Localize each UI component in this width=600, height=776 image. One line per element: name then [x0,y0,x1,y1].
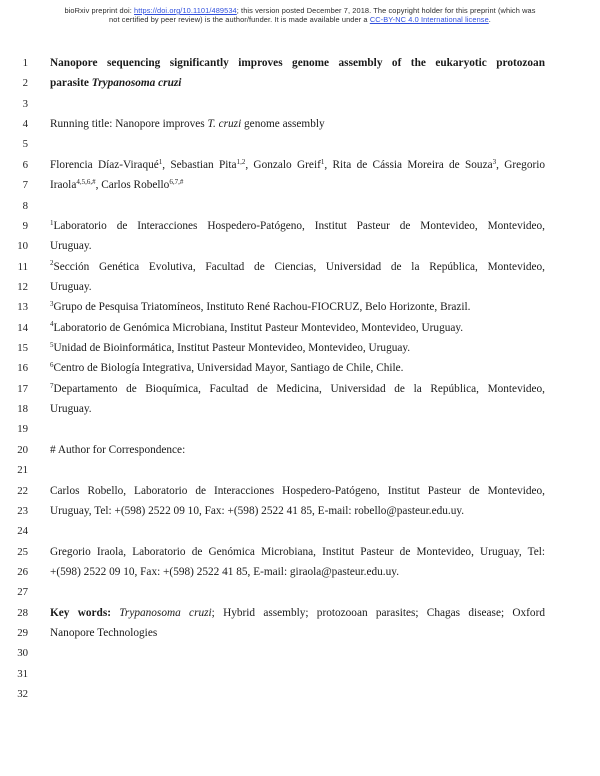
manuscript-line [0,53,600,73]
superscript-run: 1,2 [236,157,246,166]
superscript-run: 1 [320,157,325,166]
line-text [50,460,545,480]
line-number: 32 [17,688,28,701]
line-text [50,379,545,399]
manuscript-line [0,175,600,195]
manuscript-line [0,684,600,704]
superscript-run: 5 [50,340,54,349]
line-text [50,53,545,73]
line-text [50,521,545,541]
line-text [50,73,545,93]
superscript-run: 3 [492,157,497,166]
manuscript-line [0,582,600,602]
manuscript-line [0,562,600,582]
line-number: 7 [22,179,28,192]
line-text [50,94,545,114]
manuscript-line [0,440,600,460]
text-run: parasite [50,77,92,90]
line-number: 15 [17,342,28,355]
line-number: 4 [22,118,28,131]
line-number: 3 [22,97,28,110]
stamp-text-post: ; this version posted December 7, 2018. The copyright holder for this preprint (which was [236,6,536,15]
stamp-line-1 [0,6,600,15]
license-link[interactable]: CC-BY-NC 4.0 International license [369,15,489,24]
text-run: , Carlos Robello [95,179,170,192]
manuscript-line [0,358,600,378]
line-number: 12 [17,280,28,293]
line-text [50,175,545,195]
manuscript-line [0,399,600,419]
line-number: 6 [22,158,28,171]
text-run: Centro de Biología Integrativa, Universidad Mayor, Santiago de Chile, Chile. [53,362,404,375]
line-number: 1 [22,57,28,69]
line-number: 19 [17,423,28,436]
text-run: Nanopore Technologies [50,627,158,640]
line-text [50,358,545,378]
line-text [50,684,545,704]
line-text [50,318,545,338]
line-number: 2 [22,77,28,90]
superscript-run: 1 [50,218,54,227]
text-run: # Author for Correspondence: [50,443,186,456]
line-number: 14 [17,321,28,334]
text-run: Key words: [50,606,120,619]
line-number: 20 [17,443,28,456]
manuscript-line [0,460,600,480]
line-number: 28 [17,606,28,619]
manuscript-line [0,643,600,663]
superscript-run: 7 [50,381,54,390]
text-run: genome assembly [241,118,325,131]
line-number: 9 [22,219,28,232]
text-run: Unidad de Bioinformática, Institut Pasteur Montevideo, Montevideo, Uruguay. [53,342,411,355]
manuscript-line [0,257,600,277]
line-number: 24 [17,525,28,538]
line-text [50,562,545,582]
text-run: , Gregorio [496,158,546,171]
line-number: 17 [17,382,28,395]
superscript-run: 6 [50,361,54,370]
stamp-line-2 [0,15,600,24]
manuscript-line [0,419,600,439]
manuscript-line [0,338,600,358]
text-run: T. cruzi [207,118,242,131]
line-text [50,623,545,643]
line-text [50,155,545,175]
line-text [50,664,545,684]
manuscript-line [0,94,600,114]
manuscript-line [0,623,600,643]
superscript-run: 2 [50,259,54,268]
text-run: Iraola [50,179,77,192]
stamp-text-pre: bioRxiv preprint doi: [64,6,135,15]
manuscript-line [0,379,600,399]
line-text [50,257,545,277]
line-number: 22 [17,484,28,497]
superscript-run: 6,7,# [169,177,184,186]
line-number: 5 [22,138,28,151]
manuscript-line [0,236,600,256]
line-text [50,440,545,460]
text-run: , Rita de Cássia Moreira de Souza [324,158,493,171]
text-run: Trypanosoma cruzi [91,77,182,90]
line-text [50,481,545,501]
manuscript-line [0,73,600,93]
text-run: Uruguay. [50,403,92,416]
superscript-run: 3 [50,300,54,309]
line-text [50,338,545,358]
doi-link[interactable]: https://doi.org/10.1101/489534 [134,6,237,15]
line-number: 31 [17,667,28,680]
line-text [50,297,545,317]
stamp-text-pre2: not certified by peer review) is the author/funder. It is made available under a [109,15,370,24]
line-text [50,236,545,256]
line-text [50,501,545,521]
line-number: 8 [22,199,28,212]
text-run: Gregorio Iraola, Laboratorio de Genómica Microbiana, Institut Pasteur de Montevideo, Uruguay, Tel: [50,545,545,558]
text-run: , Gonzalo Greif [245,158,321,171]
text-run: Running title: Nanopore improves [50,118,208,131]
line-number: 29 [17,627,28,640]
line-text [50,419,545,439]
manuscript-line [0,155,600,175]
biorxiv-stamp [0,6,600,24]
line-number: 13 [17,301,28,314]
text-run: Grupo de Pesquisa Triatomíneos, Instituto René Rachou-FIOCRUZ, Belo Horizonte, Brazil. [53,301,471,314]
line-text [50,196,545,216]
manuscript-line [0,134,600,154]
stamp-text-post2: . [488,15,491,24]
manuscript-line [0,542,600,562]
line-number: 21 [17,464,28,477]
manuscript-line [0,114,600,134]
text-run: ; Hybrid assembly; protozooan parasites; Chagas disease; Oxford [211,606,545,619]
line-text [50,643,545,663]
manuscript-line [0,501,600,521]
line-number: 10 [17,240,28,253]
line-text [50,582,545,602]
line-number: 18 [17,403,28,416]
manuscript-line [0,664,600,684]
text-run: Trypanosoma cruzi [119,606,212,619]
line-text [50,399,545,419]
text-run: Uruguay. [50,280,92,293]
line-text [50,216,545,236]
text-run: Carlos Robello, Laboratorio de Interacciones Hospedero-Patógeno, Institut Pasteur de Montevideo, [50,484,545,497]
superscript-run: 4 [50,320,54,329]
line-number: 23 [17,504,28,517]
manuscript-line [0,196,600,216]
line-number: 26 [17,565,28,578]
line-number: 16 [17,362,28,375]
line-text [50,134,545,154]
text-run: Florencia Díaz-Viraqué [50,158,159,171]
line-text [50,542,545,562]
line-number: 11 [17,260,28,273]
text-run: +(598) 2522 09 10, Fax: +(598) 2522 41 85, E-mail: giraola@pasteur.edu.uy. [50,565,400,578]
text-run: Sección Genética Evolutiva, Facultad de Ciencias, Universidad de la República, Montevideo, [53,260,545,273]
text-run: Nanopore sequencing significantly improves genome assembly of the eukaryotic protozoan [50,57,545,69]
manuscript-line [0,318,600,338]
line-text [50,277,545,297]
manuscript-line [0,216,600,236]
text-run: Uruguay, Tel: +(598) 2522 09 10, Fax: +(598) 2522 41 85, E-mail: robello@pasteur.edu.uy. [50,504,465,517]
manuscript-body [0,53,600,705]
superscript-run: 1 [158,157,163,166]
text-run: Uruguay. [50,240,92,253]
manuscript-line [0,521,600,541]
superscript-run: 4,5,6,# [76,177,96,186]
line-number: 30 [17,647,28,660]
text-run: Laboratorio de Interacciones Hospedero-Patógeno, Institut Pasteur de Montevideo, Montevideo, [53,219,545,232]
manuscript-line [0,603,600,623]
line-text [50,603,545,623]
text-run: Laboratorio de Genómica Microbiana, Institut Pasteur Montevideo, Montevideo, Uruguay. [53,321,464,334]
text-run: Departamento de Bioquímica, Facultad de Medicina, Universidad de la República, Montevideo, [53,382,545,395]
manuscript-line [0,297,600,317]
manuscript-line [0,481,600,501]
text-run: , Sebastian Pita [162,158,237,171]
line-number: 27 [17,586,28,599]
line-number: 25 [17,545,28,558]
line-text [50,114,545,134]
manuscript-line [0,277,600,297]
